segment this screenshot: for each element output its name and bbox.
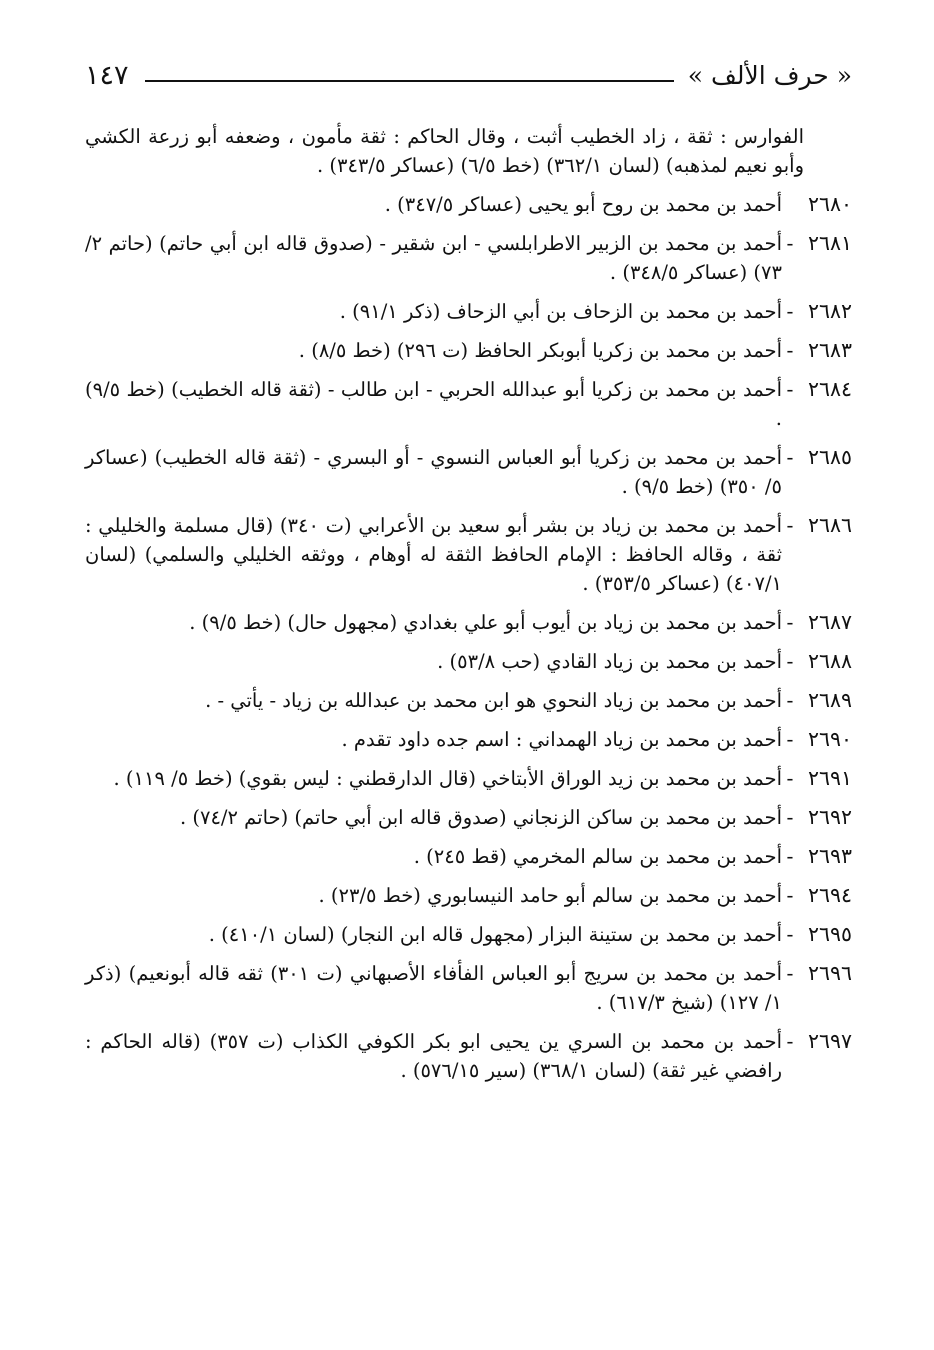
entry-text: أحمد بن محمد بن زكريا أبو عبدالله الحربي - ابن طالب - (ثقة قاله الخطيب) (خط ٩/٥) . <box>85 378 782 430</box>
entry-row <box>85 297 852 326</box>
entry-number: ٢٦٩٢ <box>807 805 852 829</box>
entry-row <box>85 229 852 287</box>
entry-row <box>85 803 852 832</box>
entry-dash: - <box>786 299 794 323</box>
entry-number: ٢٦٨٨ <box>807 649 852 673</box>
page-body <box>85 122 852 1085</box>
entry-number: ٢٦٨٤ <box>807 377 852 401</box>
entry-dash: - <box>786 922 794 946</box>
entry-row <box>85 1027 852 1085</box>
entry-number: ٢٦٨٣ <box>807 338 852 362</box>
entry-list <box>85 190 852 1085</box>
entry-number: ٢٦٩٥ <box>807 922 852 946</box>
entry-text: أحمد بن محمد بن الزبير الاطرابلسي - ابن شقير - (صدوق قاله ابن أبي حاتم) (حاتم ٢/ ٧٣) (عساكر ٣٤٨/٥) . <box>85 232 782 284</box>
entry-row <box>85 608 852 637</box>
entry-dash: - <box>786 231 794 255</box>
header-rule <box>145 80 674 82</box>
entry-number: ٢٦٨٧ <box>807 610 852 634</box>
entry-row <box>85 190 852 219</box>
entry-row <box>85 511 852 598</box>
running-title: « حرف الألف » <box>687 61 852 90</box>
entry-text: أحمد بن محمد بن زكريا أبو العباس النسوي - أو البسري - (ثقة قاله الخطيب) (عساكر ٥/ ٣٥٠) (خط ٩/٥) . <box>85 446 782 498</box>
entry-text: أحمد بن محمد بن السري ين يحيى ابو بكر الكوفي الكذاب (ت ٣٥٧) (قاله الحاكم : رافضي غير ثقة) (لسان ٣٦٨/١) (سير ٥٧٦/١٥) . <box>85 1030 782 1082</box>
entry-dash: - <box>786 805 794 829</box>
entry-text: أحمد بن محمد بن سالم المخرمي (قط ٢٤٥) . <box>413 845 782 868</box>
entry-number: ٢٦٨٥ <box>807 445 852 469</box>
entry-row <box>85 842 852 871</box>
entry-number: ٢٦٨١ <box>807 231 852 255</box>
entry-row <box>85 443 852 501</box>
entry-dash: - <box>786 727 794 751</box>
entry-row <box>85 336 852 365</box>
entry-number: ٢٦٨٠ <box>807 192 852 216</box>
page-number: ١٤٧ <box>85 60 129 91</box>
entry-text: أحمد بن محمد بن زياد القادي (حب ٥٣/٨) . <box>437 650 782 673</box>
entry-text: أحمد بن محمد بن زياد الهمداني : اسم جده داود تقدم . <box>341 728 782 751</box>
entry-number: ٢٦٩٣ <box>807 844 852 868</box>
entry-text: أحمد بن محمد بن سالم أبو حامد النيسابوري (خط ٢٣/٥) . <box>318 884 782 907</box>
entry-dash: - <box>786 513 794 537</box>
entry-row <box>85 959 852 1017</box>
entry-number: ٢٦٩١ <box>807 766 852 790</box>
entry-dash: - <box>786 844 794 868</box>
entry-row <box>85 881 852 910</box>
entry-number: ٢٦٨٦ <box>807 513 852 537</box>
continued-paragraph: الفوارس : ثقة ، زاد الخطيب أثبت ، وقال الحاكم : ثقة مأمون ، وضعفه أبو زرعة الكشي وأبو نعيم لمذهبه) (لسان ٣٦٢/١) (خط ٦/٥) (عساكر ٣٤٣/٥) . <box>85 125 804 177</box>
entry-number: ٢٦٩٤ <box>807 883 852 907</box>
entry-dash: - <box>786 610 794 634</box>
entry-text: أحمد بن محمد بن زياد النحوي هو ابن محمد بن عبدالله بن زياد - يأتي - . <box>205 689 782 712</box>
entry-text: أحمد بن محمد بن الزحاف بن أبي الزحاف (ذكر ٩١/١) . <box>339 300 782 323</box>
entry-dash: - <box>786 688 794 712</box>
entry-dash: - <box>786 766 794 790</box>
entry-text: أحمد بن محمد بن زياد بن أيوب أبو علي بغدادي (مجهول حال) (خط ٩/٥) . <box>189 611 782 634</box>
entry-number: ٢٦٩٧ <box>807 1029 852 1053</box>
entry-dash: - <box>786 961 794 985</box>
entry-text: أحمد بن محمد بن ساكن الزنجاني (صدوق قاله ابن أبي حاتم) (حاتم ٧٤/٢) . <box>179 806 782 829</box>
entry-text: أحمد بن محمد بن سريج أبو العباس الفأفاء الأصبهاني (ت ٣٠١) ثقه قاله أبونعيم) (ذكر ١/ ١٢٧) (شيخ ٦١٧/٣) . <box>85 962 782 1014</box>
page-header <box>85 58 852 98</box>
entry-text: أحمد بن محمد بن روح أبو يحيى (عساكر ٣٤٧/٥) . <box>384 193 782 216</box>
entry-row <box>85 647 852 676</box>
entry-text: أحمد بن محمد بن زكريا أبوبكر الحافظ (ت ٢٩٦) (خط ٨/٥) . <box>298 339 782 362</box>
entry-dash: - <box>786 377 794 401</box>
entry-row <box>85 920 852 949</box>
entry-number: ٢٦٩٠ <box>807 727 852 751</box>
entry-dash: - <box>786 1029 794 1053</box>
entry-dash: - <box>786 445 794 469</box>
entry-number: ٢٦٨٢ <box>807 299 852 323</box>
entry-row <box>85 375 852 433</box>
entry-dash: - <box>786 883 794 907</box>
entry-number: ٢٦٨٩ <box>807 688 852 712</box>
entry-row <box>85 764 852 793</box>
entry-text: أحمد بن محمد بن زياد بن بشر أبو سعيد بن الأعرابي (ت ٣٤٠) (قال مسلمة والخليلي : ثقة ، وقاله الحافظ : الإمام الحافظ الثقة له أوهام ، ووثقه الخليلي والسلمي) (لسان ٤٠٧/١) (عساكر ٣٥٣/٥) . <box>85 514 782 595</box>
entry-row <box>85 686 852 715</box>
entry-row <box>85 725 852 754</box>
entry-dash: - <box>786 649 794 673</box>
entry-dash: - <box>786 338 794 362</box>
entry-number: ٢٦٩٦ <box>807 961 852 985</box>
entry-text: أحمد بن محمد بن زيد الوراق الأبتاخي (قال الدارقطني : ليس بقوي) (خط ٥/ ١١٩) . <box>113 767 782 790</box>
entry-text: أحمد بن محمد بن ستينة البزار (مجهول قاله ابن النجار) (لسان ٤١٠/١) . <box>208 923 782 946</box>
